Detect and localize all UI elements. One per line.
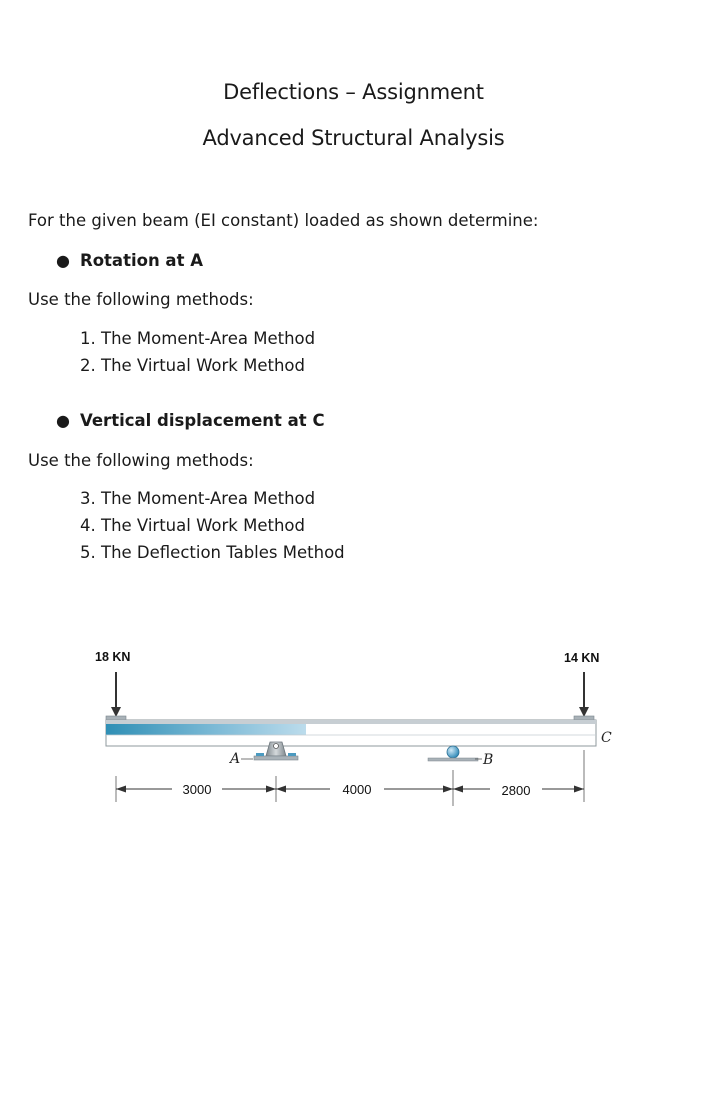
methods-intro: Use the following methods: xyxy=(28,290,254,309)
method-item: 3. The Moment-Area Method xyxy=(80,489,316,508)
method-item: 5. The Deflection Tables Method xyxy=(80,543,345,562)
methods-intro: Use the following methods: xyxy=(28,451,254,470)
method-item: 4. The Virtual Work Method xyxy=(80,516,305,535)
bullet-icon: ● xyxy=(56,411,70,430)
label-a: A xyxy=(230,751,241,767)
problem-intro: For the given beam (EI constant) loaded as shown determine: xyxy=(28,211,539,230)
load-arrow-right xyxy=(579,672,589,717)
method-item: 1. The Moment-Area Method xyxy=(80,329,316,348)
beam xyxy=(106,720,596,746)
bullet-icon: ● xyxy=(56,251,70,270)
label-b: B xyxy=(483,752,494,768)
dimension-3000: 3000 xyxy=(182,782,212,797)
label-c: C xyxy=(601,730,612,746)
load-plate-left xyxy=(106,716,126,720)
task-displacement-c: Vertical displacement at C xyxy=(80,411,325,430)
dimension-4000: 4000 xyxy=(342,782,372,797)
load-arrow-left xyxy=(111,672,121,717)
load-label-right: 14 KN xyxy=(564,651,600,665)
roller-support-b xyxy=(428,746,478,761)
page-title: Deflections – Assignment xyxy=(223,80,484,104)
method-item: 2. The Virtual Work Method xyxy=(80,356,305,375)
load-plate-right xyxy=(574,716,594,720)
beam-diagram xyxy=(0,630,707,820)
task-rotation-a: Rotation at A xyxy=(80,251,203,270)
page-subtitle: Advanced Structural Analysis xyxy=(202,126,505,150)
dimension-2800: 2800 xyxy=(501,783,531,798)
load-label-left: 18 KN xyxy=(95,650,131,664)
